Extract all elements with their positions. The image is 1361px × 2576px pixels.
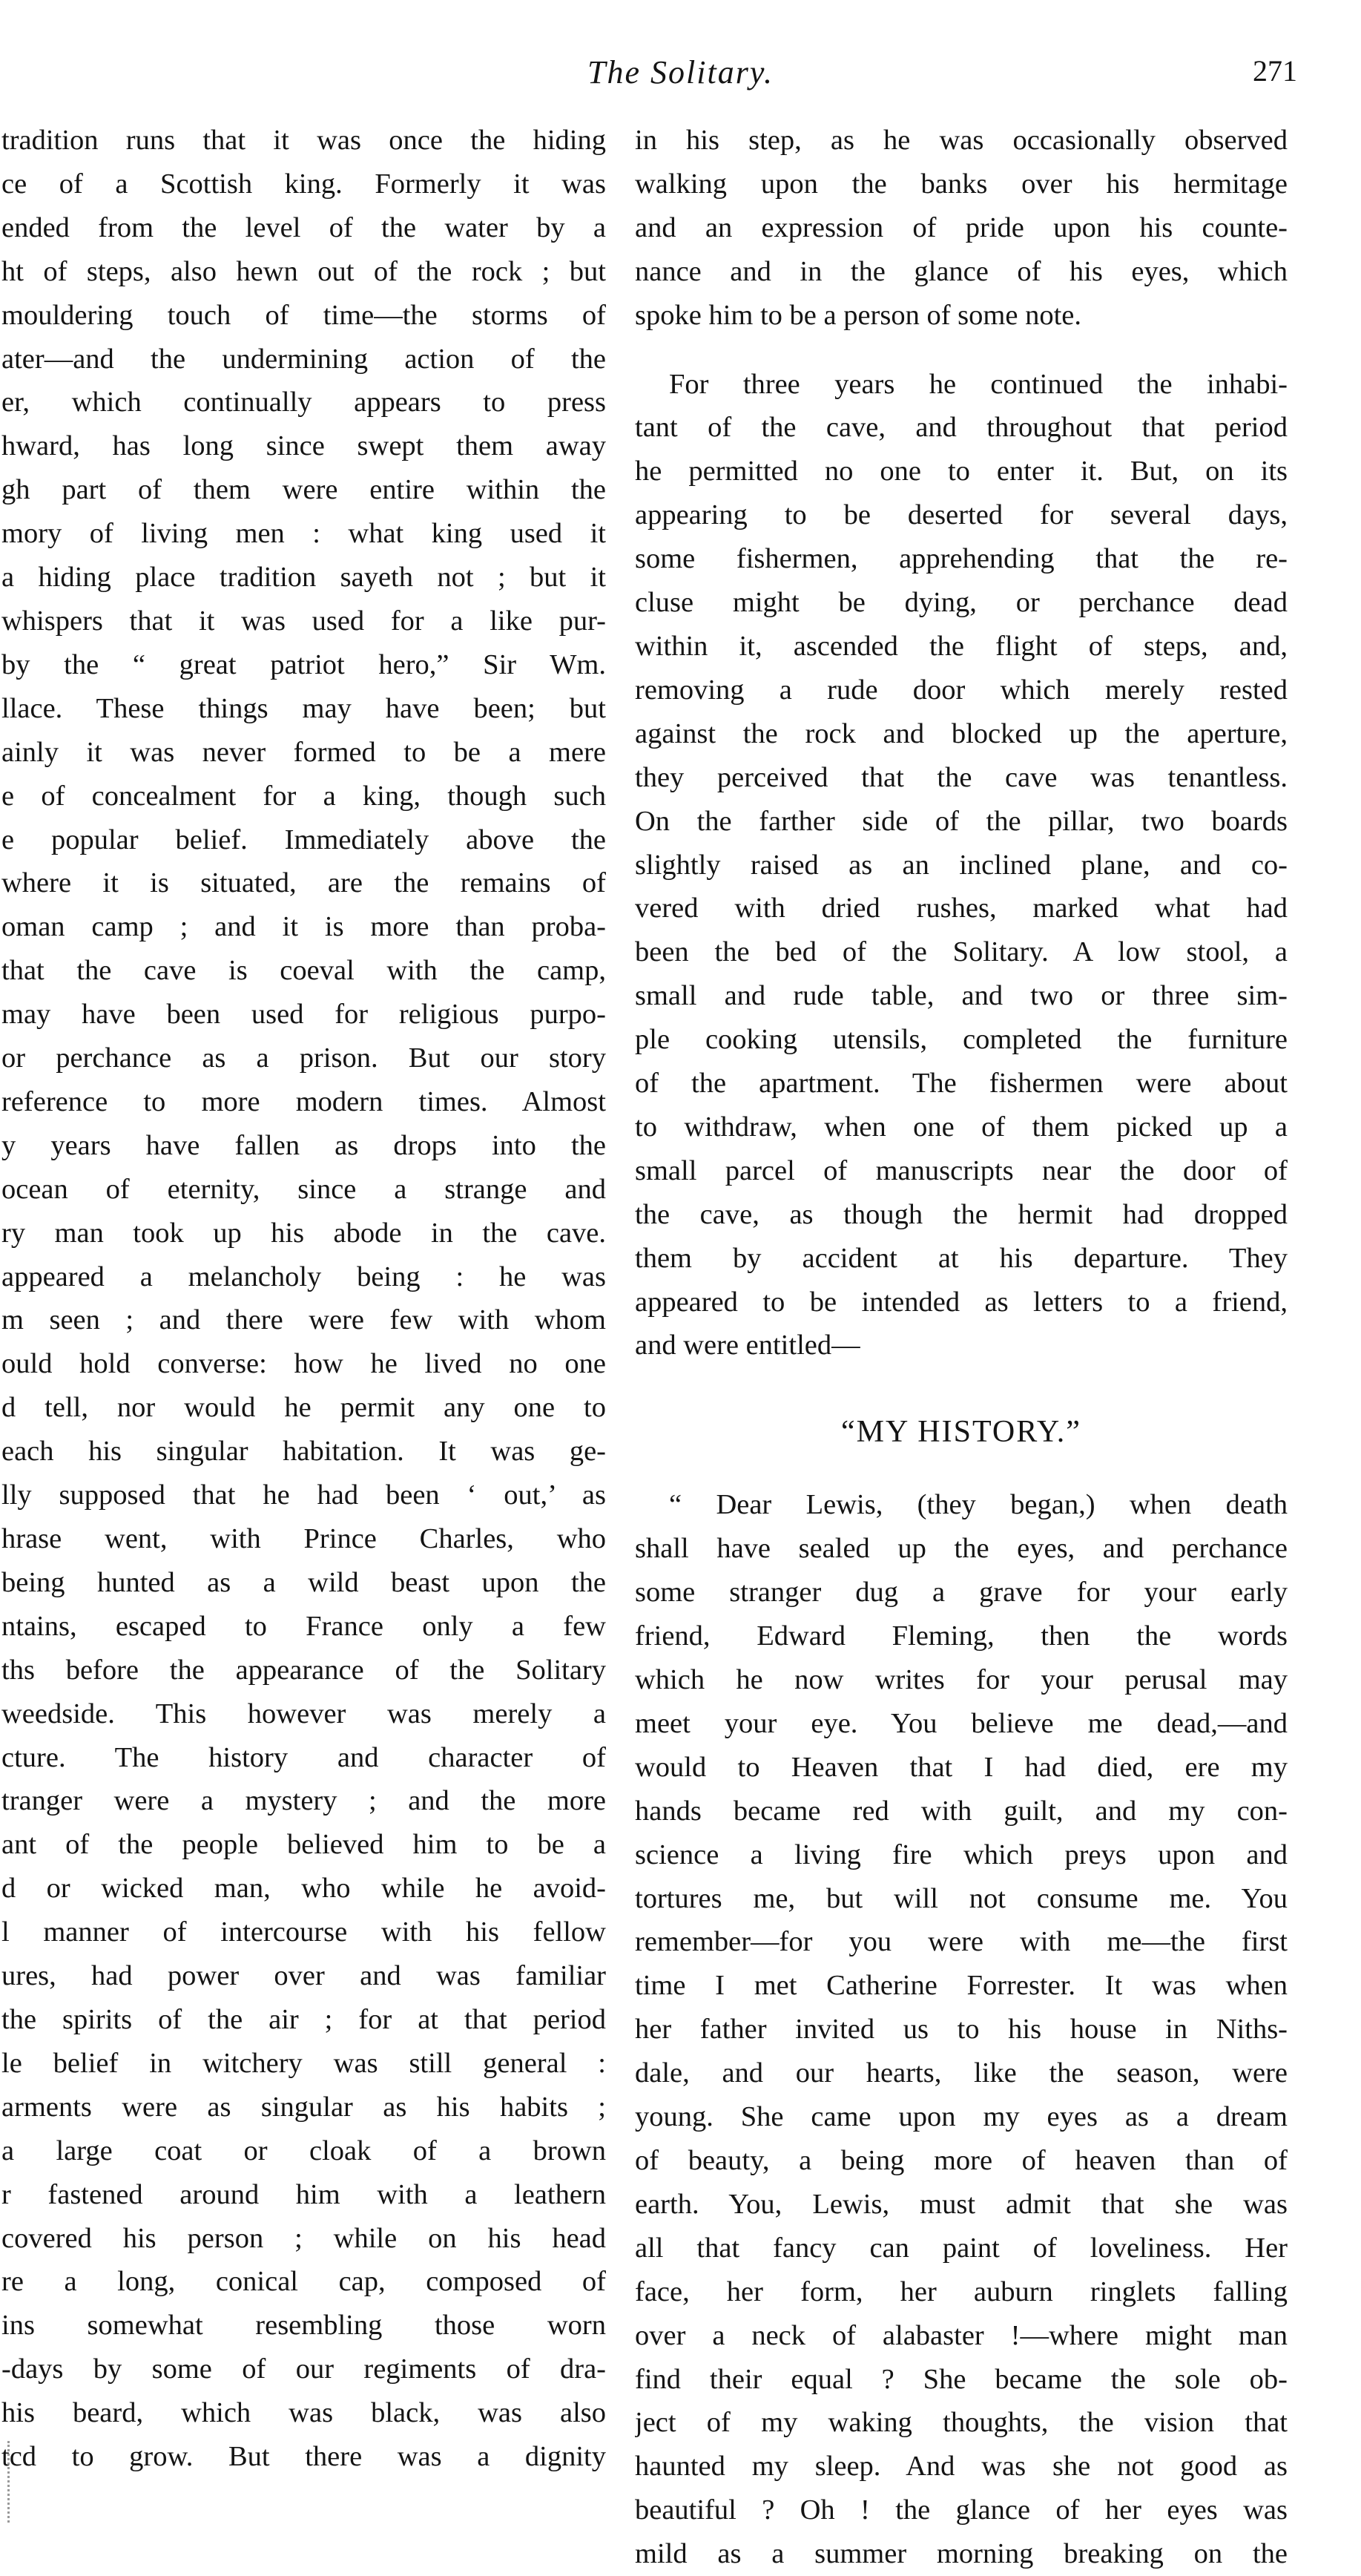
text-line: -days by some of our regiments of dra- <box>1 2353 606 2385</box>
text-line: d tell, nor would he permit any one to <box>1 1392 606 1424</box>
text-line: the cave, as though the hermit had dropped <box>635 1198 1288 1230</box>
text-line: e popular belief. Immediately above the <box>1 824 606 855</box>
text-line: against the rock and blocked up the aperture, <box>635 717 1288 749</box>
text-line: ater—and the undermining action of the <box>1 343 606 375</box>
text-line: been the bed of the Solitary. A low stool, a <box>635 936 1288 968</box>
text-line: re a long, conical cap, composed of <box>1 2266 606 2298</box>
text-line: tradition runs that it was once the hiding <box>1 125 606 156</box>
text-line: ce of a Scottish king. Formerly it was <box>1 168 606 200</box>
text-line: a large coat or cloak of a brown <box>1 2135 606 2166</box>
text-line: ainly it was never formed to be a mere <box>1 736 606 768</box>
text-line: appearing to be deserted for several days, <box>635 499 1288 531</box>
text-line: llace. These things may have been; but <box>1 692 606 724</box>
text-line: tranger were a mystery ; and the more <box>1 1785 606 1817</box>
text-line: ntains, escaped to France only a few <box>1 1610 606 1642</box>
text-line: slightly raised as an inclined plane, and co- <box>635 849 1288 881</box>
text-line: lly supposed that he had been ‘ out,’ as <box>1 1479 606 1511</box>
text-line: le belief in witchery was still general : <box>1 2047 606 2079</box>
text-line: ant of the people believed him to be a <box>1 1829 606 1861</box>
text-line: For three years he continued the inhabi- <box>669 368 1288 400</box>
page-number: 271 <box>1253 54 1297 88</box>
text-line: l manner of intercourse with his fellow <box>1 1916 606 1948</box>
text-line: shall have sealed up the eyes, and perchance <box>635 1533 1288 1565</box>
text-line: science a living fire which preys upon and <box>635 1839 1288 1870</box>
text-line: appeared to be intended as letters to a friend, <box>635 1286 1288 1318</box>
text-line: find their equal ? She became the sole ob- <box>635 2363 1288 2395</box>
text-line: the spirits of the air ; for at that period <box>1 2003 606 2035</box>
text-line: r fastened around him with a leathern <box>1 2178 606 2210</box>
text-line: some stranger dug a grave for your early <box>635 1577 1288 1609</box>
text-line: spoke him to be a person of some note. <box>635 299 1081 331</box>
text-line: he permitted no one to enter it. But, on its <box>635 456 1288 487</box>
right-column <box>635 119 1288 2576</box>
text-line: ould hold converse: how he lived no one <box>1 1348 606 1380</box>
text-line: hrase went, with Prince Charles, who <box>1 1523 606 1554</box>
text-line: reference to more modern times. Almost <box>1 1085 606 1117</box>
text-line: of beauty, a being more of heaven than of <box>635 2144 1288 2176</box>
text-line: m seen ; and there were few with whom <box>1 1304 606 1336</box>
text-line: where it is situated, are the remains of <box>1 867 606 899</box>
text-line: whispers that it was used for a like pur- <box>1 605 606 637</box>
text-line: friend, Edward Fleming, then the words <box>635 1620 1288 1652</box>
text-line: her father invited us to his house in Niths- <box>635 2014 1288 2046</box>
text-line: y years have fallen as drops into the <box>1 1129 606 1161</box>
paragraph-gap <box>635 338 1288 363</box>
text-line: may have been used for religious purpo- <box>1 999 606 1031</box>
text-line: ry man took up his abode in the cave. <box>1 1217 606 1249</box>
running-title: The Solitary. <box>587 54 774 91</box>
text-line: removing a rude door which merely rested <box>635 674 1288 706</box>
text-line: gh part of them were entire within the <box>1 474 606 506</box>
text-line: that the cave is coeval with the camp, <box>1 955 606 987</box>
text-line: his beard, which was black, was also <box>1 2397 606 2429</box>
text-line: each his singular habitation. It was ge- <box>1 1436 606 1468</box>
text-line: in his step, as he was occasionally observed <box>635 125 1288 156</box>
text-line: appeared a melancholy being : he was <box>1 1261 606 1292</box>
text-line: over a neck of alabaster !—where might man <box>635 2319 1288 2351</box>
text-line: a hiding place tradition sayeth not ; but it <box>1 562 606 594</box>
text-line: tant of the cave, and throughout that period <box>635 412 1288 444</box>
section-heading: “MY HISTORY.” <box>841 1415 1081 1450</box>
text-line: arments were as singular as his habits ; <box>1 2091 606 2123</box>
text-line: all that fancy can paint of loveliness. Her <box>635 2232 1288 2264</box>
left-column <box>1 119 606 2479</box>
text-line: haunted my sleep. And was she not good as <box>635 2451 1288 2483</box>
text-line: hward, has long since swept them away <box>1 430 606 462</box>
text-line: nance and in the glance of his eyes, which <box>635 255 1288 287</box>
text-line: ple cooking utensils, completed the furniture <box>635 1024 1288 1056</box>
text-line: e of concealment for a king, though such <box>1 780 606 812</box>
text-line: of the apartment. The fishermen were about <box>635 1068 1288 1100</box>
text-line: small and rude table, and two or three sim- <box>635 980 1288 1012</box>
text-line: dale, and our hearts, like the season, were <box>635 2057 1288 2089</box>
paragraph-three-years <box>635 363 1288 1368</box>
text-line: vered with dried rushes, marked what had <box>635 893 1288 924</box>
margin-specks <box>7 2441 13 2523</box>
text-line: and were entitled— <box>635 1330 860 1361</box>
text-line: face, her form, her auburn ringlets falling <box>635 2276 1288 2307</box>
text-line: “ Dear Lewis, (they began,) when death <box>669 1489 1288 1521</box>
text-line: ended from the level of the water by a <box>1 211 606 243</box>
text-line: ths before the appearance of the Solitary <box>1 1654 606 1686</box>
text-line: ins somewhat resembling those worn <box>1 2310 606 2342</box>
text-line: they perceived that the cave was tenantless. <box>635 761 1288 793</box>
text-line: cluse might be dying, or perchance dead <box>635 587 1288 619</box>
text-line: mild as a summer morning breaking on the <box>635 2538 1288 2570</box>
text-line: being hunted as a wild beast upon the <box>1 1566 606 1598</box>
text-line: covered his person ; while on his head <box>1 2222 606 2254</box>
text-line: weedside. This however was merely a <box>1 1698 606 1729</box>
text-line: ht of steps, also hewn out of the rock ; but <box>1 255 606 287</box>
paragraph-dear-lewis <box>635 1483 1288 2576</box>
text-line: walking upon the banks over his hermitage <box>635 168 1288 200</box>
text-line: ocean of eternity, since a strange and <box>1 1173 606 1205</box>
text-line: tortures me, but will not consume me. You <box>635 1882 1288 1914</box>
text-line: ures, had power over and was familiar <box>1 1960 606 1992</box>
text-line: meet your eye. You believe me dead,—and <box>635 1707 1288 1739</box>
text-line: which he now writes for your perusal may <box>635 1664 1288 1695</box>
text-line: by the “ great patriot hero,” Sir Wm. <box>1 648 606 680</box>
text-line: time I met Catherine Forrester. It was when <box>635 1970 1288 2002</box>
text-line: hands became red with guilt, and my con- <box>635 1795 1288 1827</box>
text-line: d or wicked man, who while he avoid- <box>1 1873 606 1905</box>
text-line: oman camp ; and it is more than proba- <box>1 911 606 943</box>
text-line: mory of living men : what king used it <box>1 518 606 550</box>
text-line: On the farther side of the pillar, two boards <box>635 805 1288 837</box>
text-line: tcd to grow. But there was a dignity <box>1 2441 606 2473</box>
text-line: within it, ascended the flight of steps, and, <box>635 630 1288 662</box>
paragraph-hermit-step <box>635 119 1288 338</box>
text-line: and an expression of pride upon his counte- <box>635 211 1288 243</box>
text-line: small parcel of manuscripts near the door of <box>635 1154 1288 1186</box>
text-line: beautiful ? Oh ! the glance of her eyes was <box>635 2494 1288 2526</box>
text-line: ject of my waking thoughts, the vision that <box>635 2407 1288 2439</box>
text-line: er, which continually appears to press <box>1 387 606 418</box>
text-line: cture. The history and character of <box>1 1741 606 1773</box>
text-line: to withdraw, when one of them picked up a <box>635 1111 1288 1143</box>
text-line: would to Heaven that I had died, ere my <box>635 1751 1288 1783</box>
text-line: some fishermen, apprehending that the re- <box>635 543 1288 575</box>
text-line: earth. You, Lewis, must admit that she was <box>635 2188 1288 2220</box>
text-line: mouldering touch of time—the storms of <box>1 299 606 331</box>
text-line: them by accident at his departure. They <box>635 1242 1288 1274</box>
text-line: remember—for you were with me—the first <box>635 1926 1288 1958</box>
text-line: young. She came upon my eyes as a dream <box>635 2101 1288 2133</box>
text-line: or perchance as a prison. But our story <box>1 1042 606 1074</box>
